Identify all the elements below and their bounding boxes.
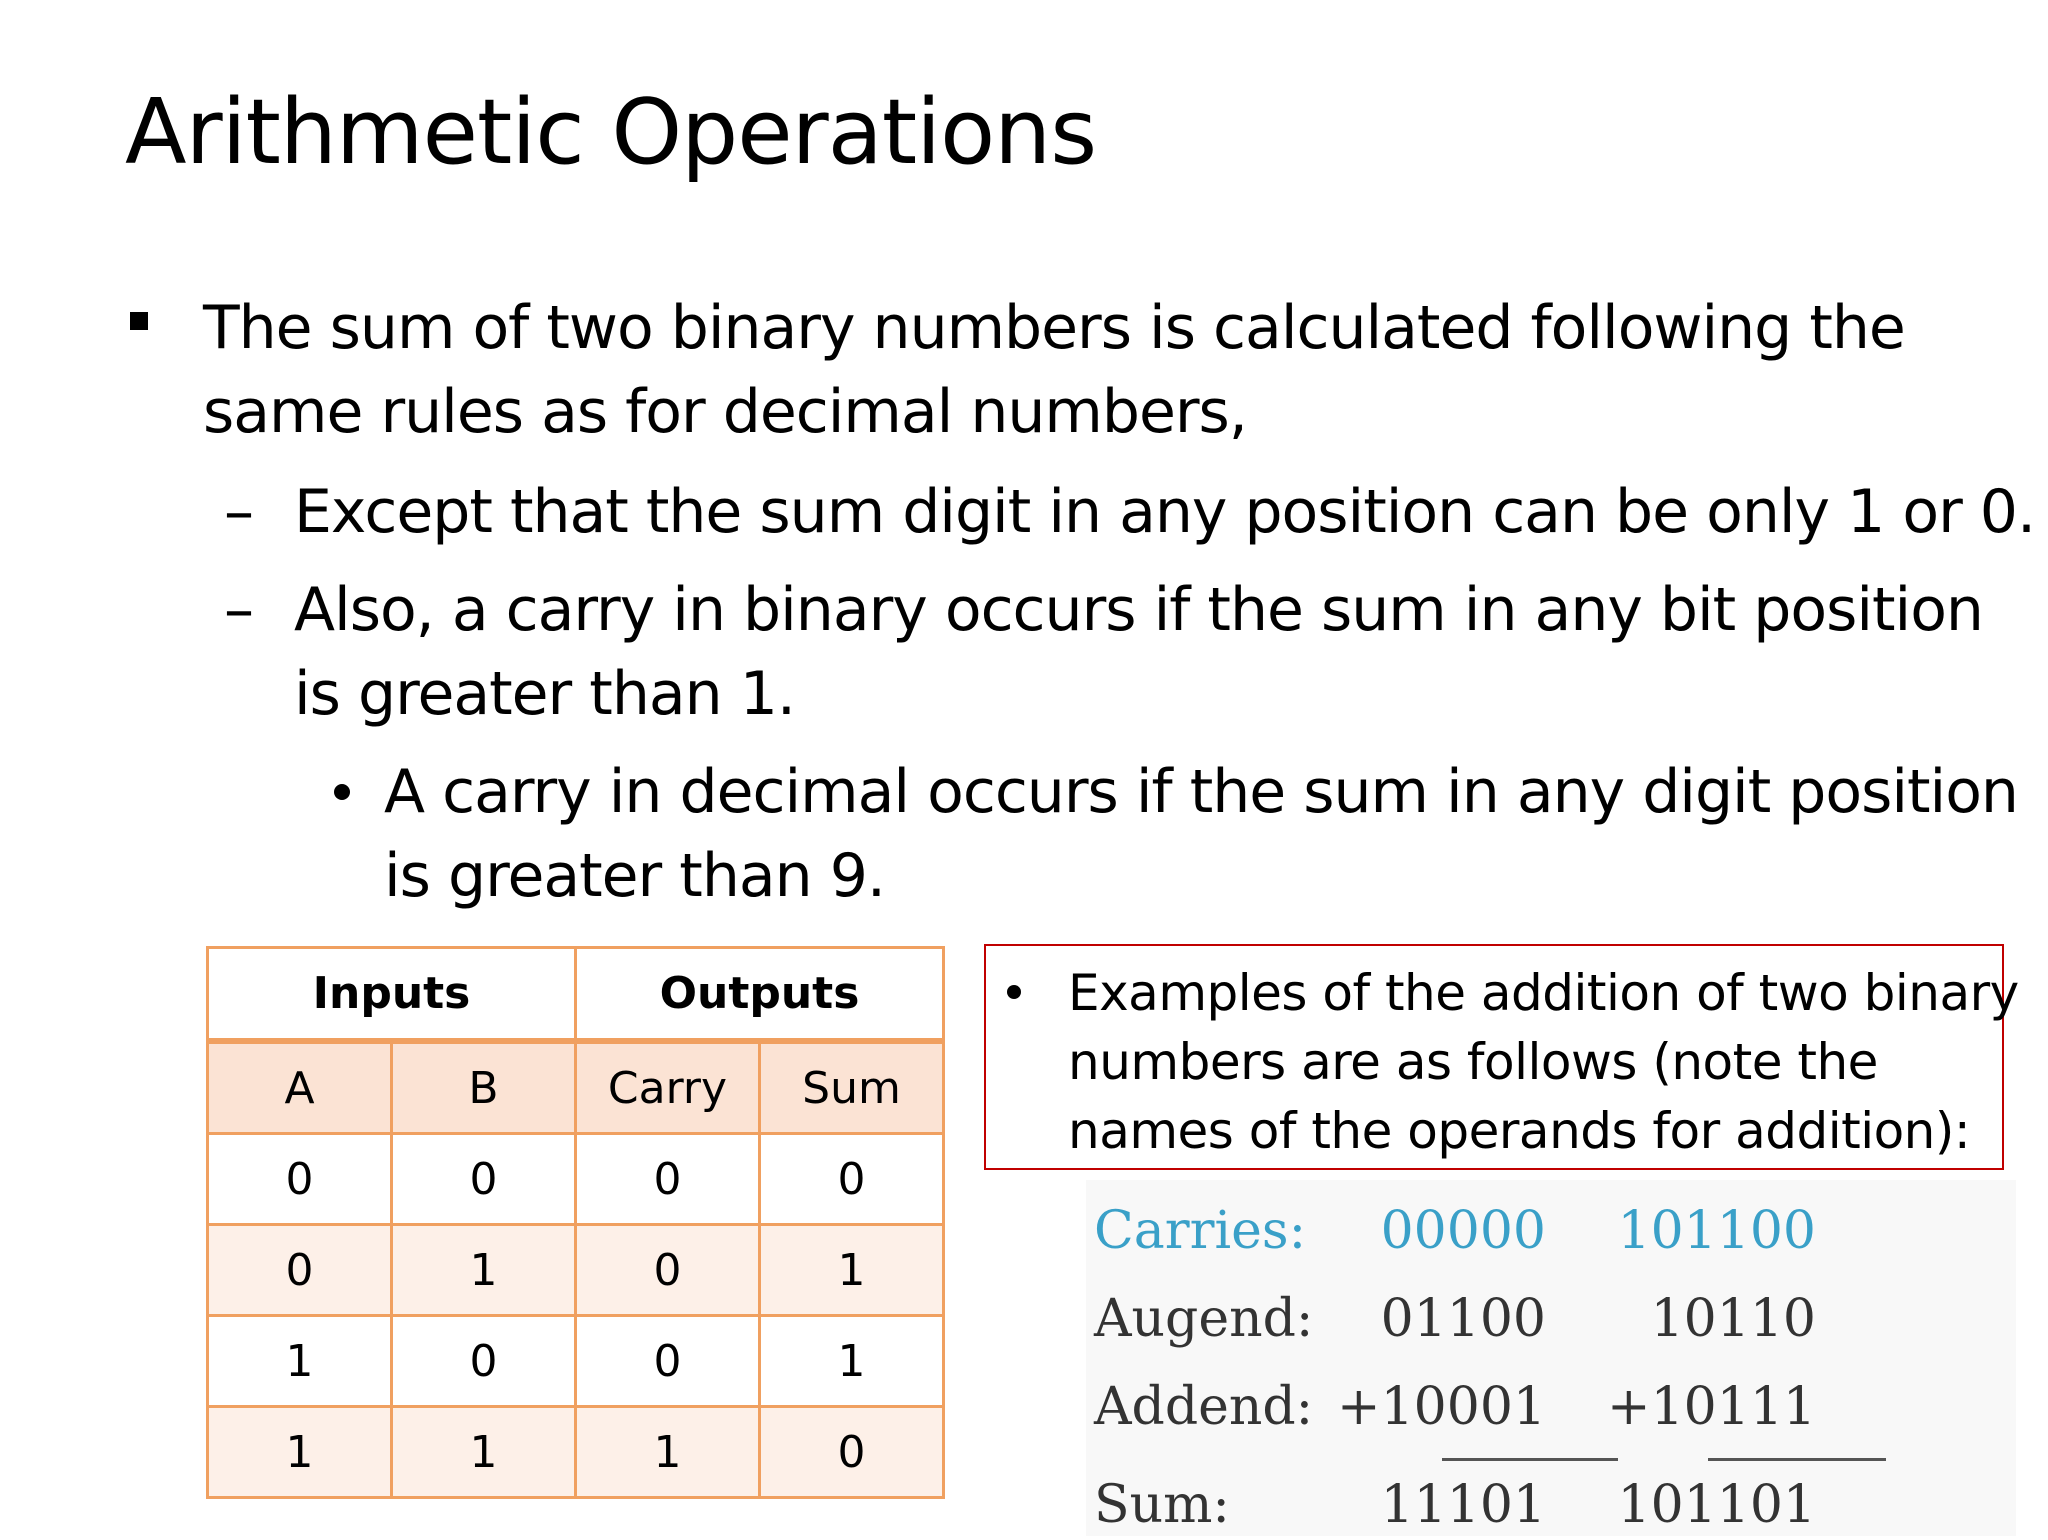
table-cell: 1	[760, 1316, 944, 1407]
table-cell: 0	[576, 1225, 760, 1316]
table-cell: 1	[208, 1407, 392, 1498]
column-header-sum: Sum	[760, 1041, 944, 1134]
subsub-bullet-text-line-2: is greater than 9.	[384, 841, 885, 911]
table-cell: 1	[760, 1225, 944, 1316]
augend-label: Augend:	[1094, 1289, 1314, 1349]
example1-augend: 01100	[1380, 1289, 1546, 1349]
inputs-header: Inputs	[208, 948, 576, 1042]
carries-label: Carries:	[1094, 1201, 1307, 1261]
column-header-a: A	[208, 1041, 392, 1134]
table-cell: 0	[576, 1316, 760, 1407]
table-column-header-row	[208, 1041, 944, 1134]
half-adder-truth-table	[206, 946, 945, 1499]
table-cell: 1	[208, 1316, 392, 1407]
table-cell: 1	[392, 1407, 576, 1498]
table-row	[208, 1134, 944, 1225]
example2-augend: 10110	[1650, 1289, 1816, 1349]
table-cell: 1	[392, 1225, 576, 1316]
table-cell: 1	[576, 1407, 760, 1498]
table-cell: 0	[760, 1134, 944, 1225]
example1-sum: 11101	[1380, 1475, 1546, 1535]
example2-carries: 101100	[1617, 1201, 1816, 1261]
dot-bullet-icon	[334, 784, 350, 800]
addend-label: Addend:	[1094, 1377, 1314, 1437]
sum-label: Sum:	[1094, 1475, 1230, 1535]
bullet-text-line-2: same rules as for decimal numbers,	[203, 377, 1247, 447]
table-cell: 0	[392, 1316, 576, 1407]
table-cell: 0	[576, 1134, 760, 1225]
table-cell: 0	[208, 1225, 392, 1316]
table-row	[208, 1316, 944, 1407]
sum-underline	[1442, 1458, 1618, 1461]
binary-addition-examples	[1086, 1180, 2016, 1536]
sub-bullet-text-2-line-2: is greater than 1.	[294, 659, 795, 729]
sub-bullet-text-2-line-1: Also, a carry in binary occurs if the sum in any bit position	[294, 575, 1983, 645]
table-row	[208, 1225, 944, 1316]
table-cell: 0	[392, 1134, 576, 1225]
table-group-header-row	[208, 948, 944, 1042]
slide-title: Arithmetic Operations	[125, 80, 1097, 185]
table-cell: 0	[208, 1134, 392, 1225]
examples-text-line-1: Examples of the addition of two binary	[1068, 964, 2019, 1022]
examples-text-line-3: names of the operands for addition):	[1068, 1102, 1971, 1160]
sub-bullet-text-1: Except that the sum digit in any position can be only 1 or 0.	[294, 477, 2036, 547]
examples-text-line-2: numbers are as follows (note the	[1068, 1033, 1878, 1091]
subsub-bullet-text-line-1: A carry in decimal occurs if the sum in any digit position	[384, 757, 2018, 827]
dot-bullet-icon	[1007, 985, 1021, 999]
column-header-b: B	[392, 1041, 576, 1134]
example1-carries: 00000	[1380, 1201, 1546, 1261]
square-bullet-icon	[130, 312, 148, 330]
table-row	[208, 1407, 944, 1498]
column-header-carry: Carry	[576, 1041, 760, 1134]
dash-bullet-icon: –	[224, 477, 254, 547]
dash-bullet-icon: –	[224, 575, 254, 645]
sum-underline	[1708, 1458, 1886, 1461]
bullet-text-line-1: The sum of two binary numbers is calculated following the	[203, 293, 1905, 363]
example2-addend: +10111	[1607, 1377, 1816, 1437]
example2-sum: 101101	[1617, 1475, 1816, 1535]
example1-addend: +10001	[1337, 1377, 1546, 1437]
table-cell: 0	[760, 1407, 944, 1498]
outputs-header: Outputs	[576, 948, 944, 1042]
